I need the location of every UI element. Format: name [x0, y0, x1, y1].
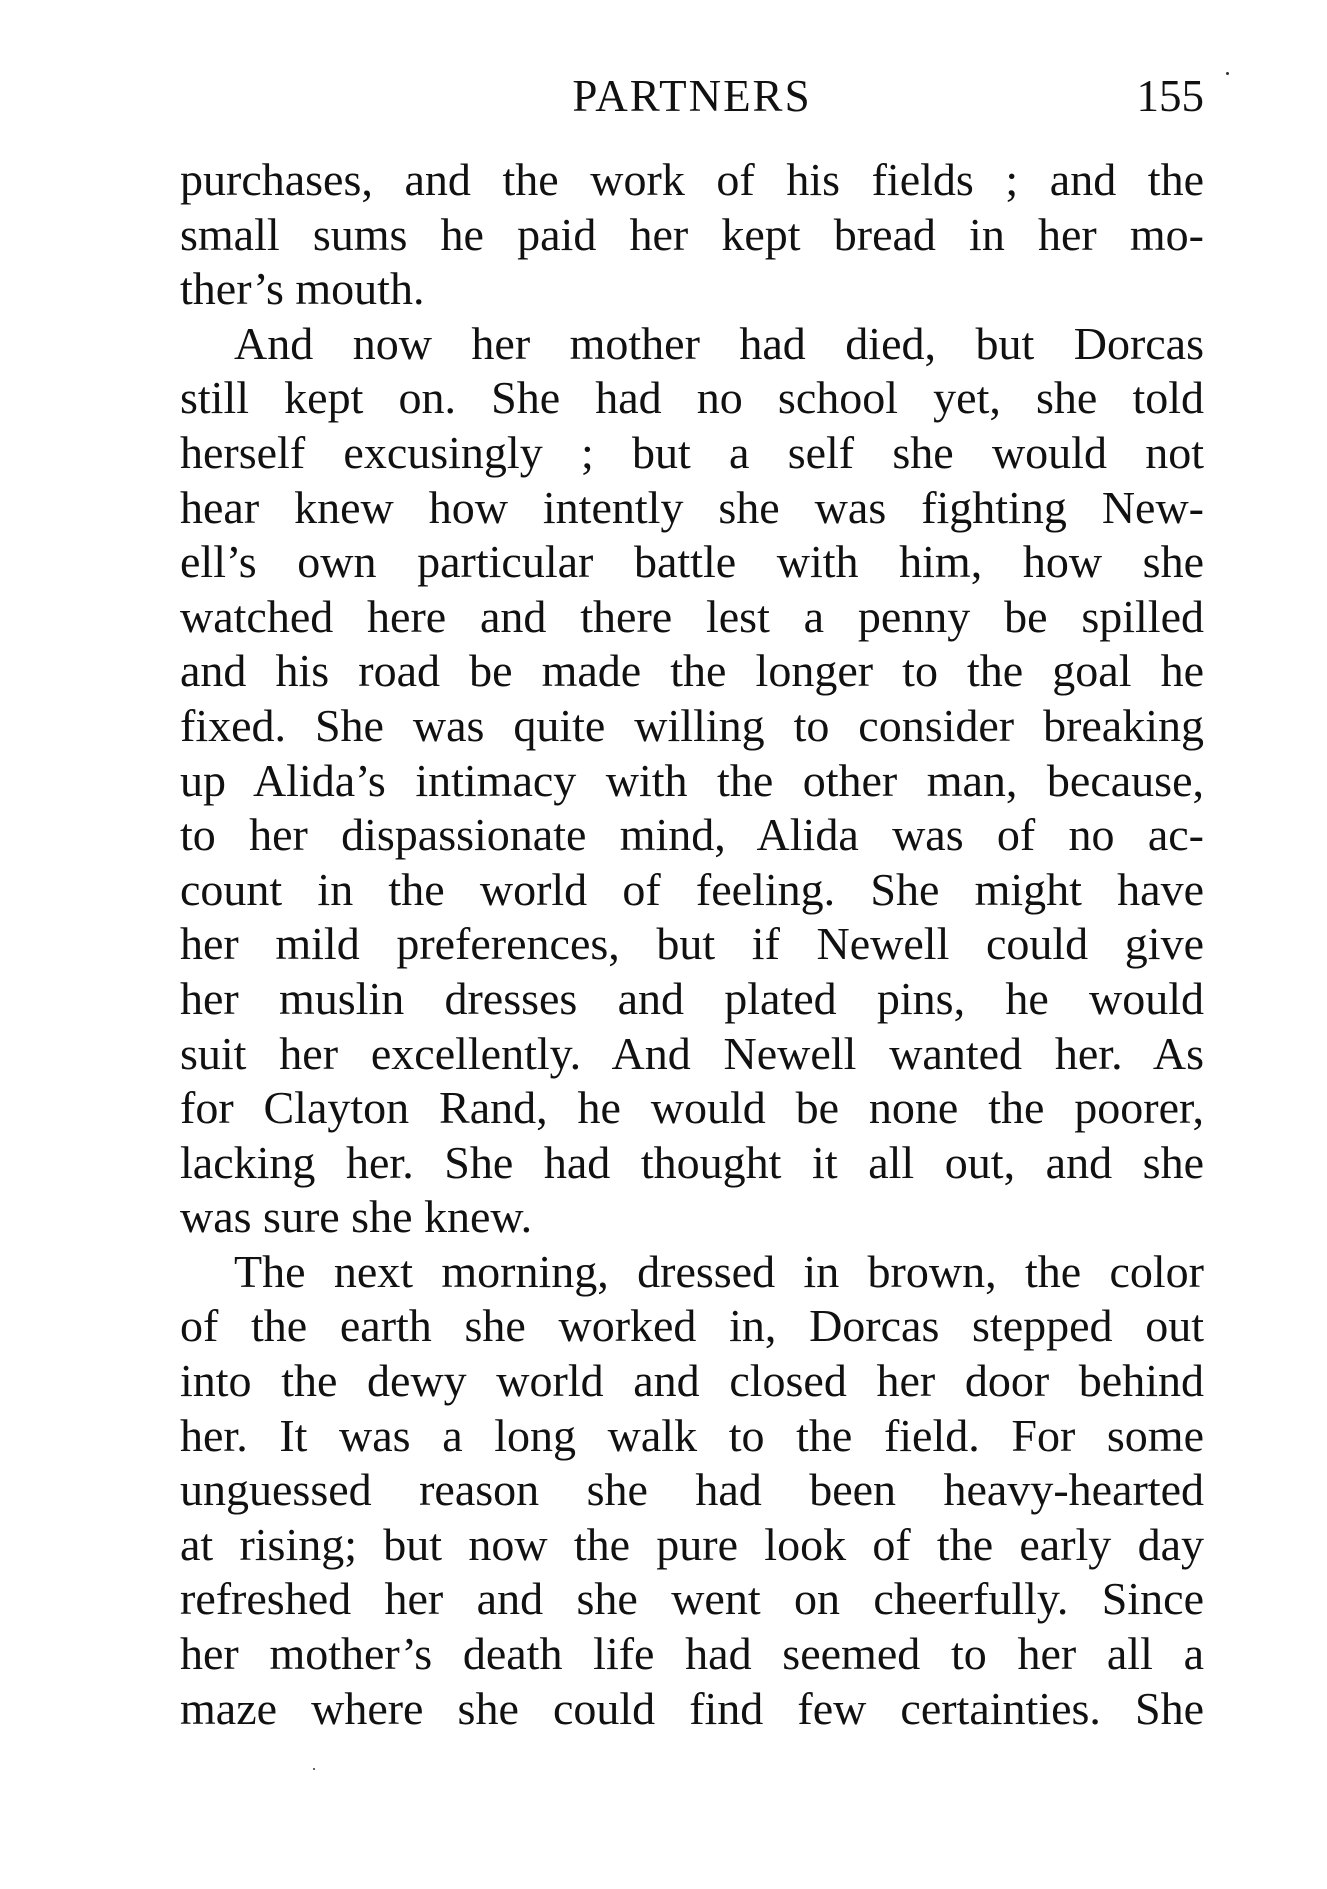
text-line: up Alida’s intimacy with the other man, because,: [180, 754, 1204, 806]
body-text: [180, 153, 1204, 1736]
text-line: And now her mother had died, but Dorcas: [234, 317, 1204, 369]
text-line: watched here and there lest a penny be spilled: [180, 590, 1204, 642]
text-line: still kept on. She had no school yet, she told: [180, 372, 1204, 424]
text-line: her mild preferences, but if Newell could give: [180, 918, 1204, 970]
text-line: The next morning, dressed in brown, the color: [234, 1245, 1204, 1297]
page-number: 155: [1136, 71, 1204, 121]
text-line: at rising; but now the pure look of the early day: [180, 1518, 1204, 1570]
text-line: ell’s own particular battle with him, how she: [180, 536, 1204, 588]
text-line: for Clayton Rand, he would be none the poorer,: [180, 1082, 1204, 1134]
text-line: was sure she knew.: [180, 1191, 533, 1243]
text-line: and his road be made the longer to the goal he: [180, 645, 1204, 697]
running-head: PARTNERS: [572, 71, 812, 121]
text-line: of the earth she worked in, Dorcas stepped out: [180, 1300, 1204, 1352]
text-line: maze where she could find few certainties. She: [180, 1682, 1204, 1734]
print-speck: [1226, 72, 1229, 75]
text-line: hear knew how intently she was fighting New-: [180, 481, 1204, 533]
text-line: fixed. She was quite willing to consider breaking: [180, 699, 1204, 751]
text-line: count in the world of feeling. She might have: [180, 863, 1204, 915]
text-line: her mother’s death life had seemed to her all a: [180, 1628, 1204, 1680]
text-line: into the dewy world and closed her door behind: [180, 1355, 1204, 1407]
text-line: suit her excellently. And Newell wanted her. As: [180, 1027, 1204, 1079]
text-line: to her dispassionate mind, Alida was of no ac-: [180, 809, 1204, 861]
text-line: her. It was a long walk to the field. For some: [180, 1409, 1204, 1461]
text-line: purchases, and the work of his fields ; and the: [180, 154, 1204, 205]
text-line: herself excusingly ; but a self she would not: [180, 426, 1204, 478]
text-line: small sums he paid her kept bread in her mo-: [180, 208, 1204, 260]
text-line: refreshed her and she went on cheerfully. Since: [180, 1573, 1204, 1625]
text-line: lacking her. She had thought it all out, and she: [180, 1136, 1204, 1188]
print-speck: [313, 1768, 315, 1770]
text-line: unguessed reason she had been heavy-hearted: [180, 1464, 1204, 1516]
page-header: [180, 66, 1204, 126]
text-line: ther’s mouth.: [180, 263, 425, 315]
text-line: her muslin dresses and plated pins, he would: [180, 972, 1204, 1024]
